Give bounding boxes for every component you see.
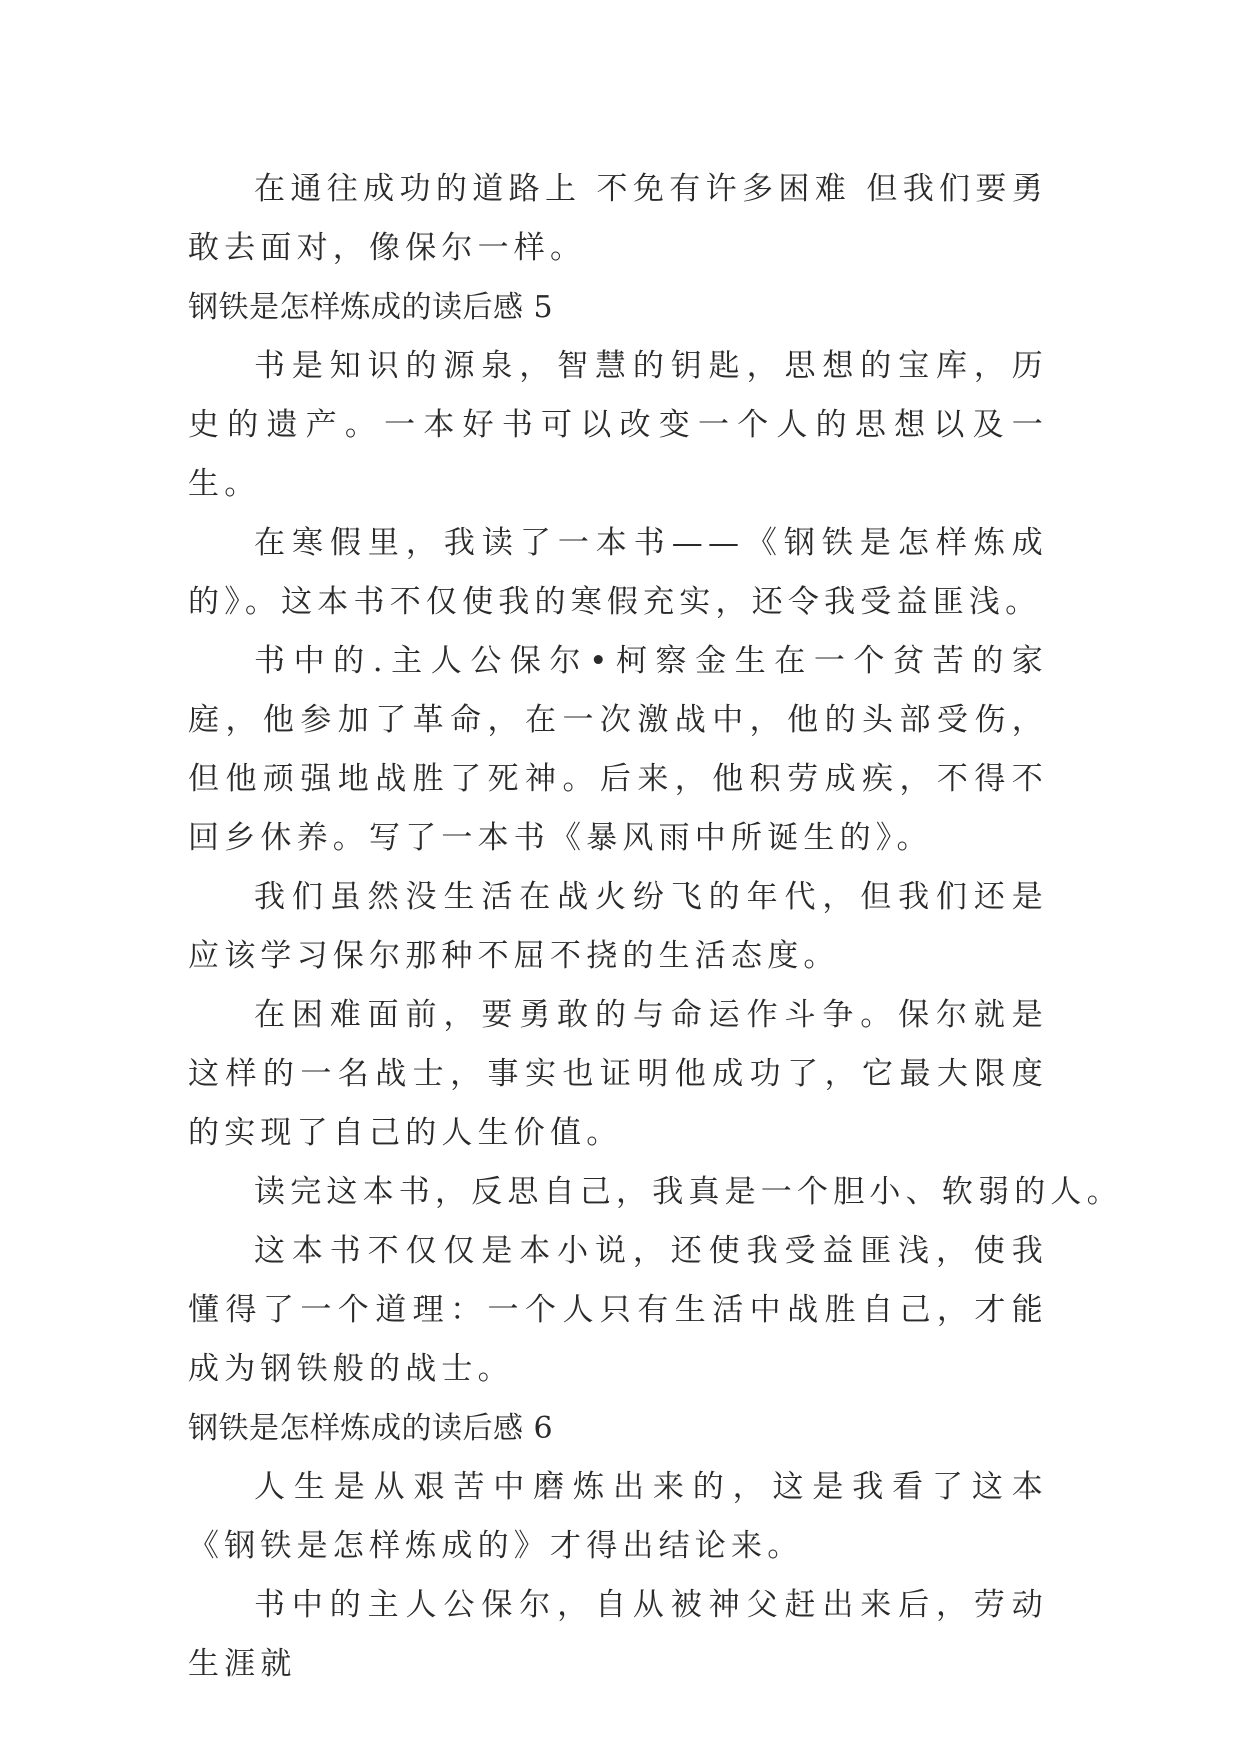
paragraph: 读完这本书，反思自己，我真是一个胆小、软弱的人。: [254, 1174, 1123, 1210]
paragraph: 在寒假里，我读了一本书——《钢铁是怎样炼成的》。这本书不仅使我的寒假充实，还令我受益匪浅。: [188, 525, 1048, 620]
section-heading: 钢铁是怎样炼成的读后感 6: [188, 1411, 554, 1446]
paragraph: 我们虽然没生活在战火纷飞的年代，但我们还是应该学习保尔那种不屈不挠的生活态度。: [188, 879, 1048, 974]
section-heading: 钢铁是怎样炼成的读后感 5: [188, 290, 554, 325]
paragraph: 书中的.主人公保尔•柯察金生在一个贫苦的家庭，他参加了革命，在一次激战中，他的头部受伤，但他顽强地战胜了死神。后来，他积劳成疾，不得不回乡休养。写了一本书《暴风雨中所诞生的》。: [188, 643, 1048, 856]
document-body: [188, 160, 1123, 1694]
paragraph: 在困难面前，要勇敢的与命运作斗争。保尔就是这样的一名战士，事实也证明他成功了，它最大限度的实现了自己的人生价值。: [188, 997, 1048, 1151]
paragraph: 在通往成功的道路上 不免有许多困难 但我们要勇敢去面对，像保尔一样。: [188, 171, 1048, 266]
paragraph: 人生是从艰苦中磨炼出来的，这是我看了这本《钢铁是怎样炼成的》才得出结论来。: [188, 1469, 1048, 1564]
paragraph: 这本书不仅仅是本小说，还使我受益匪浅，使我懂得了一个道理：一个人只有生活中战胜自己，才能成为钢铁般的战士。: [188, 1233, 1048, 1387]
paragraph: 书是知识的源泉，智慧的钥匙，思想的宝库，历史的遗产。一本好书可以改变一个人的思想以及一生。: [188, 348, 1048, 502]
paragraph: 书中的主人公保尔，自从被神父赶出来后，劳动生涯就: [188, 1587, 1048, 1682]
